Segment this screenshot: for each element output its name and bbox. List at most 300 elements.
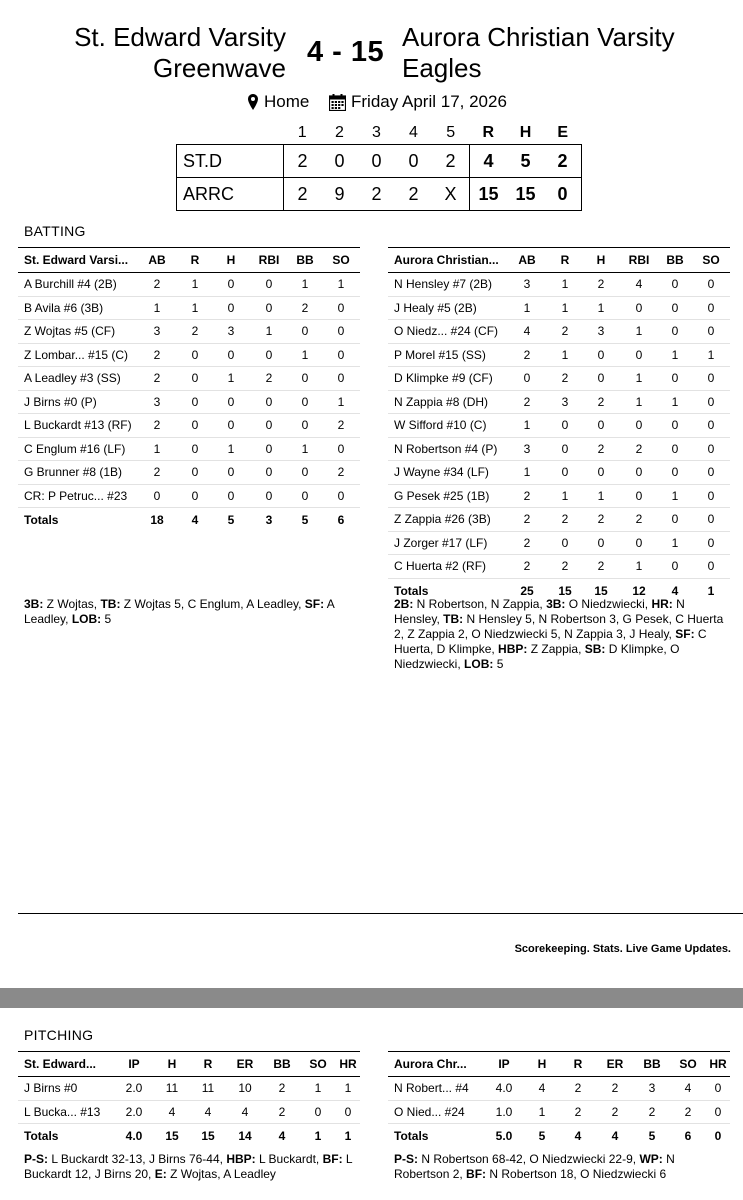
inning-score: 2 [395, 178, 432, 211]
stat-cell: 5 [634, 1124, 670, 1149]
stat-cell: 2 [634, 1100, 670, 1124]
stat-cell: 6 [670, 1124, 706, 1149]
stat-cell: 0 [548, 414, 582, 438]
stat-cell: 0 [212, 296, 250, 320]
stat-cell: 0 [322, 484, 360, 508]
table-row [18, 343, 360, 367]
pitching-table-away [388, 1051, 730, 1148]
section-divider [18, 913, 743, 914]
batting-section-title: BATTING [24, 223, 86, 239]
stat-cell: 2 [560, 1100, 596, 1124]
note-key: 2B: [394, 597, 414, 611]
stat-cell: 1 [548, 296, 582, 320]
note-key: P-S: [24, 1152, 48, 1166]
stat-cell: 2.0 [114, 1077, 154, 1101]
stat-cell: 0 [582, 531, 620, 555]
stat-cell: 0 [692, 555, 730, 579]
stat-cell: 0 [212, 343, 250, 367]
note-key: TB: [443, 612, 464, 626]
inning-score: 0 [395, 145, 432, 178]
stat-cell: 0 [620, 461, 658, 485]
table-row [388, 320, 730, 344]
stat-cell: 1 [658, 484, 692, 508]
table-row [388, 484, 730, 508]
inning-score: 9 [321, 178, 358, 211]
errors-total: 0 [544, 178, 582, 211]
stat-cell: 3 [212, 320, 250, 344]
map-pin-icon [248, 94, 258, 110]
stat-cell: 3 [506, 437, 548, 461]
stat-cell: 1 [506, 414, 548, 438]
stat-cell: R [548, 248, 582, 273]
stat-cell: R [190, 1052, 226, 1077]
table-row [18, 414, 360, 438]
stat-cell: 1 [300, 1124, 336, 1149]
player-name-cell: J Wayne #34 (LF) [388, 461, 506, 485]
player-name-cell: N Robertson #4 (P) [388, 437, 506, 461]
stat-cell: BB [288, 248, 322, 273]
stat-cell: 4 [670, 1077, 706, 1101]
table-row [388, 1100, 730, 1124]
player-name-cell: Aurora Chr... [388, 1052, 484, 1077]
stat-cell: 15 [190, 1124, 226, 1149]
totals-row [18, 508, 360, 533]
stat-cell: 3 [136, 320, 178, 344]
stat-cell: 1 [658, 390, 692, 414]
stat-cell: 2 [548, 367, 582, 391]
stat-cell: BB [634, 1052, 670, 1077]
batting-notes-away [394, 597, 729, 672]
player-name-cell: A Leadley #3 (SS) [18, 367, 136, 391]
table-header-row [18, 1052, 360, 1077]
player-name-cell: L Buckardt #13 (RF) [18, 414, 136, 438]
stat-cell: 0 [620, 343, 658, 367]
note-value: A Leadley, [24, 597, 338, 626]
stat-cell: 1.0 [484, 1100, 524, 1124]
stat-cell: 0 [212, 414, 250, 438]
home-team-nickname: Greenwave [153, 53, 286, 83]
stat-cell: 0 [658, 414, 692, 438]
stat-cell: 0 [658, 320, 692, 344]
tagline: Scorekeeping. Stats. Live Game Updates. [514, 943, 731, 955]
stat-cell: 2 [582, 390, 620, 414]
stat-cell: 3 [136, 390, 178, 414]
calendar-icon [329, 94, 346, 111]
stat-cell: 2 [582, 273, 620, 297]
inning-score: 2 [432, 145, 470, 178]
stat-cell: 2.0 [114, 1100, 154, 1124]
stat-cell: 2 [288, 296, 322, 320]
stat-cell: 2 [596, 1100, 634, 1124]
stat-cell: 12 [620, 578, 658, 603]
pitching-notes-away [394, 1152, 729, 1182]
stat-cell: 1 [506, 296, 548, 320]
stat-cell: 0 [706, 1077, 730, 1101]
stat-cell: 0 [692, 461, 730, 485]
stat-cell: 4 [190, 1100, 226, 1124]
stat-cell: 0 [506, 367, 548, 391]
stat-cell: 2 [582, 437, 620, 461]
stat-cell: 2 [136, 414, 178, 438]
player-name-cell: CR: P Petruc... #23 [18, 484, 136, 508]
stat-cell: 0 [658, 367, 692, 391]
stat-cell: 0 [178, 437, 212, 461]
stat-cell: 0 [250, 296, 288, 320]
stat-cell: 0 [288, 484, 322, 508]
stat-cell: 2 [620, 437, 658, 461]
player-name-cell: Z Zappia #26 (3B) [388, 508, 506, 532]
stat-cell: 0 [336, 1100, 360, 1124]
note-value: Z Wojtas, [43, 597, 101, 611]
note-key: 3B: [546, 597, 566, 611]
stat-cell: 1 [136, 296, 178, 320]
stat-cell: 0 [548, 531, 582, 555]
stat-cell: 11 [190, 1077, 226, 1101]
table-row [18, 296, 360, 320]
player-name-cell: Aurora Christian... [388, 248, 506, 273]
note-key: HBP: [226, 1152, 256, 1166]
stat-cell: 0 [212, 461, 250, 485]
stat-cell: 0 [658, 437, 692, 461]
note-key: LOB: [71, 612, 102, 626]
stat-cell: 0 [288, 390, 322, 414]
stat-cell: 0 [136, 484, 178, 508]
note-value: L Buckardt 32-13, J Birns 76-44, [48, 1152, 227, 1166]
home-team-block [74, 22, 286, 84]
pitching-table-home [18, 1051, 360, 1148]
linescore-header [177, 122, 582, 145]
stat-cell: 0 [620, 414, 658, 438]
stat-cell: 1 [212, 437, 250, 461]
stat-cell: 0 [178, 390, 212, 414]
note-value: 5 [101, 612, 112, 626]
away-team-block [402, 22, 675, 84]
stat-cell: 0 [620, 531, 658, 555]
stat-cell: 0 [322, 320, 360, 344]
errors-header: E [557, 124, 569, 141]
note-value: N Hensley, [394, 597, 689, 626]
player-name-cell: N Hensley #7 (2B) [388, 273, 506, 297]
stat-cell: 1 [288, 343, 322, 367]
stat-cell: ER [596, 1052, 634, 1077]
stat-cell: R [560, 1052, 596, 1077]
stat-cell: 0 [178, 461, 212, 485]
location-label: Home [264, 92, 310, 111]
player-name-cell: O Nied... #24 [388, 1100, 484, 1124]
game-location [248, 92, 309, 112]
stat-cell: 1 [178, 273, 212, 297]
stat-cell: SO [692, 248, 730, 273]
stat-cell: SO [670, 1052, 706, 1077]
player-name-cell: St. Edward... [18, 1052, 114, 1077]
table-row [18, 461, 360, 485]
player-name-cell: Totals [388, 1124, 484, 1149]
stat-cell: 0 [620, 484, 658, 508]
stat-cell: 0 [692, 320, 730, 344]
player-name-cell: L Bucka... #13 [18, 1100, 114, 1124]
totals-row [18, 1124, 360, 1149]
stat-cell: SO [300, 1052, 336, 1077]
note-value: Z Wojtas, A Leadley [166, 1167, 276, 1181]
stat-cell: 1 [336, 1124, 360, 1149]
player-name-cell: Totals [18, 1124, 114, 1149]
stat-cell: 2 [136, 461, 178, 485]
stat-cell: 2 [548, 555, 582, 579]
stat-cell: 6 [322, 508, 360, 533]
stat-cell: 0 [658, 273, 692, 297]
stat-cell: 1 [136, 437, 178, 461]
note-value: D Klimpke, O Niedzwiecki, [394, 642, 683, 671]
inning-header: 1 [297, 124, 307, 141]
stat-cell: 0 [582, 367, 620, 391]
inning-header: 4 [409, 124, 418, 141]
runs-total: 15 [470, 178, 508, 211]
note-key: SF: [675, 627, 695, 641]
stat-cell: 2 [596, 1077, 634, 1101]
player-name-cell: St. Edward Varsi... [18, 248, 136, 273]
stat-cell: 1 [322, 390, 360, 414]
stat-cell: 0 [620, 296, 658, 320]
stat-cell: 3 [582, 320, 620, 344]
stat-cell: H [212, 248, 250, 273]
stat-cell: 1 [620, 320, 658, 344]
stat-cell: 0 [582, 343, 620, 367]
player-name-cell: Z Wojtas #5 (CF) [18, 320, 136, 344]
stat-cell: 2 [136, 367, 178, 391]
note-key: TB: [100, 597, 121, 611]
stat-cell: 0 [322, 437, 360, 461]
stat-cell: 2 [548, 508, 582, 532]
stat-cell: 3 [548, 390, 582, 414]
table-row [388, 1077, 730, 1101]
stat-cell: 0 [692, 437, 730, 461]
stat-cell: 2 [506, 555, 548, 579]
note-value: N Hensley 5, N Robertson 3, G Pesek, C Huerta 2, Z Zappia 2, O Niedzwiecki 5, N Zappia 3, J Healy, [394, 612, 727, 641]
stat-cell: 2 [264, 1100, 300, 1124]
note-value: Z Zappia, [527, 642, 585, 656]
away-team-name: Aurora Christian Varsity [402, 22, 675, 52]
stat-cell: 15 [582, 578, 620, 603]
note-key: 3B: [24, 597, 44, 611]
stat-cell: 2 [548, 320, 582, 344]
inning-score: X [432, 178, 470, 211]
stat-cell: 0 [692, 273, 730, 297]
stat-cell: 0 [582, 414, 620, 438]
table-row [18, 1100, 360, 1124]
stat-cell: 0 [658, 508, 692, 532]
linescore-table [176, 122, 582, 211]
stat-cell: 1 [322, 273, 360, 297]
player-name-cell: Z Lombar... #15 (C) [18, 343, 136, 367]
stat-cell: 15 [154, 1124, 190, 1149]
stat-cell: 2 [264, 1077, 300, 1101]
player-name-cell: J Birns #0 [18, 1077, 114, 1101]
stat-cell: 2 [582, 508, 620, 532]
note-key: BF: [466, 1167, 487, 1181]
stat-cell: 0 [300, 1100, 336, 1124]
player-name-cell: N Zappia #8 (DH) [388, 390, 506, 414]
note-key: SB: [584, 642, 606, 656]
table-row [18, 1077, 360, 1101]
player-name-cell: C Huerta #2 (RF) [388, 555, 506, 579]
stat-cell: 0 [288, 367, 322, 391]
stat-cell: H [582, 248, 620, 273]
stat-cell: 2 [136, 273, 178, 297]
stat-cell: 4 [560, 1124, 596, 1149]
stat-cell: 2 [322, 414, 360, 438]
stat-cell: 0 [692, 390, 730, 414]
inning-header: 3 [372, 124, 381, 141]
runs-header: R [482, 124, 495, 141]
note-key: SF: [304, 597, 325, 611]
stat-cell: 1 [336, 1077, 360, 1101]
stat-cell: 1 [548, 343, 582, 367]
stat-cell: 0 [178, 367, 212, 391]
player-name-cell: J Zorger #17 (LF) [388, 531, 506, 555]
stat-cell: 4 [226, 1100, 264, 1124]
table-row [388, 367, 730, 391]
player-name-cell: A Burchill #4 (2B) [18, 273, 136, 297]
stat-cell: 0 [692, 508, 730, 532]
note-value: Z Wojtas 5, C Englum, A Leadley, [120, 597, 305, 611]
note-value: N Robertson 68-42, O Niedzwiecki 22-9, [418, 1152, 640, 1166]
linescore-row-home [177, 145, 582, 178]
stat-cell: 0 [548, 437, 582, 461]
stat-cell: 0 [250, 484, 288, 508]
batting-notes-home [24, 597, 359, 627]
stat-cell: 0 [322, 367, 360, 391]
table-row [388, 531, 730, 555]
stat-cell: 3 [506, 273, 548, 297]
linescore-row-away [177, 178, 582, 211]
note-key: E: [154, 1167, 167, 1181]
stat-cell: R [178, 248, 212, 273]
inning-score: 0 [358, 145, 395, 178]
table-row [388, 508, 730, 532]
table-header-row [388, 1052, 730, 1077]
batting-table-home [18, 247, 360, 532]
player-name-cell: G Brunner #8 (1B) [18, 461, 136, 485]
stat-cell: 0 [658, 296, 692, 320]
stat-cell: 2 [506, 484, 548, 508]
stat-cell: 2 [136, 343, 178, 367]
stat-cell: 0 [178, 414, 212, 438]
batting-table-away [388, 247, 730, 603]
stat-cell: 1 [178, 296, 212, 320]
stat-cell: 18 [136, 508, 178, 533]
stat-cell: 15 [548, 578, 582, 603]
stat-cell: 1 [620, 367, 658, 391]
table-row [18, 437, 360, 461]
stat-cell: 4 [506, 320, 548, 344]
runs-total: 4 [470, 145, 508, 178]
stat-cell: 0 [692, 367, 730, 391]
player-name-cell: J Birns #0 (P) [18, 390, 136, 414]
away-team-nickname: Eagles [402, 53, 482, 83]
hits-total: 15 [507, 178, 544, 211]
table-row [388, 296, 730, 320]
stat-cell: H [524, 1052, 560, 1077]
table-header-row [18, 248, 360, 273]
hits-header: H [519, 124, 532, 141]
player-name-cell: D Klimpke #9 (CF) [388, 367, 506, 391]
stat-cell: 0 [658, 461, 692, 485]
stat-cell: 1 [506, 461, 548, 485]
player-name-cell: Totals [388, 578, 506, 603]
stat-cell: 0 [706, 1124, 730, 1149]
stat-cell: 0 [288, 414, 322, 438]
stat-cell: 11 [154, 1077, 190, 1101]
stat-cell: 0 [250, 414, 288, 438]
stat-cell: 1 [658, 531, 692, 555]
stat-cell: BB [658, 248, 692, 273]
player-name-cell: C Englum #16 (LF) [18, 437, 136, 461]
home-team-name: St. Edward Varsity [74, 22, 286, 52]
stat-cell: 0 [692, 296, 730, 320]
stat-cell: 1 [658, 343, 692, 367]
table-row [388, 273, 730, 297]
stat-cell: 2 [670, 1100, 706, 1124]
stat-cell: SO [322, 248, 360, 273]
stat-cell: H [154, 1052, 190, 1077]
stat-cell: 1 [692, 343, 730, 367]
table-row [18, 367, 360, 391]
stat-cell: 1 [620, 390, 658, 414]
stat-cell: 0 [322, 343, 360, 367]
note-key: BF: [322, 1152, 343, 1166]
table-row [388, 437, 730, 461]
table-header-row [388, 248, 730, 273]
stat-cell: 2 [250, 367, 288, 391]
linescore-team: ST.D [177, 145, 284, 178]
stat-cell: AB [136, 248, 178, 273]
stat-cell: 4 [620, 273, 658, 297]
note-value: N Robertson 18, O Niedzwiecki 6 [486, 1167, 667, 1181]
stat-cell: 0 [288, 461, 322, 485]
stat-cell: 0 [250, 437, 288, 461]
inning-score: 0 [321, 145, 358, 178]
stat-cell: 2 [506, 343, 548, 367]
stat-cell: 0 [250, 273, 288, 297]
stat-cell: 14 [226, 1124, 264, 1149]
table-row [18, 273, 360, 297]
stat-cell: 0 [212, 484, 250, 508]
player-name-cell: B Avila #6 (3B) [18, 296, 136, 320]
stat-cell: 1 [620, 555, 658, 579]
hits-total: 5 [507, 145, 544, 178]
player-name-cell: P Morel #15 (SS) [388, 343, 506, 367]
stat-cell: 1 [524, 1100, 560, 1124]
stat-cell: 0 [706, 1100, 730, 1124]
note-key: WP: [639, 1152, 663, 1166]
stat-cell: 5 [524, 1124, 560, 1149]
table-row [388, 343, 730, 367]
stat-cell: 2 [506, 508, 548, 532]
note-value: N Robertson, N Zappia, [413, 597, 547, 611]
table-row [18, 320, 360, 344]
inning-score: 2 [284, 178, 322, 211]
stat-cell: 4.0 [484, 1077, 524, 1101]
stat-cell: 1 [288, 273, 322, 297]
stat-cell: 0 [582, 461, 620, 485]
stat-cell: 2 [178, 320, 212, 344]
note-value: O Niedzwiecki, [565, 597, 652, 611]
stat-cell: 3 [634, 1077, 670, 1101]
stat-cell: 1 [692, 578, 730, 603]
stat-cell: 10 [226, 1077, 264, 1101]
note-value: C Huerta, D Klimpke, [394, 627, 710, 656]
stat-cell: 0 [250, 390, 288, 414]
